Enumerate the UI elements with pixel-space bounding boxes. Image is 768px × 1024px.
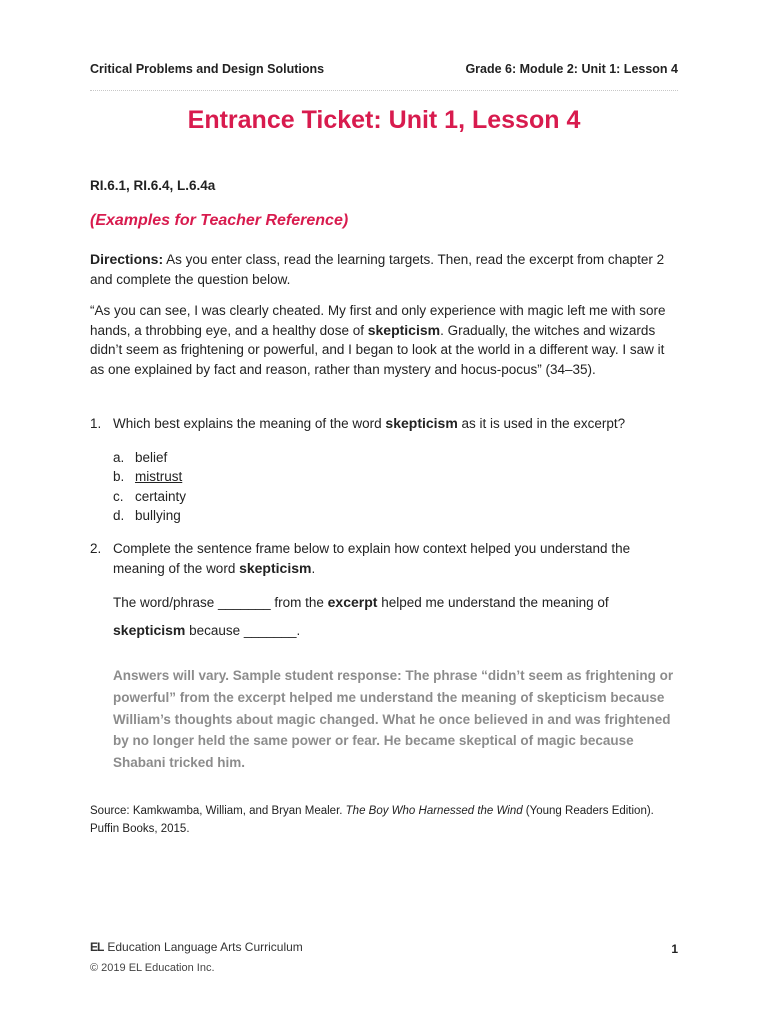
el-logo-icon: EL xyxy=(90,940,104,954)
question-1-text-end: as it is used in the excerpt? xyxy=(457,416,626,431)
page-number: 1 xyxy=(671,942,678,956)
option-b xyxy=(113,467,186,486)
question-1-number: 1. xyxy=(90,416,102,431)
frame-text: The word/phrase _______ from the xyxy=(113,595,328,610)
excerpt-text-end: . Gradually, the witches and wizards didn’t seem as frightening or powerful, and I began to look at the world in a different way. I saw it as one explained by fact and reason, rather than mystery and hocus-pocus” (34–35). xyxy=(90,322,665,377)
curriculum-logo xyxy=(90,940,303,954)
option-text: bullying xyxy=(135,507,181,523)
question-1-options xyxy=(113,448,186,525)
question-2-text-end: . xyxy=(311,560,316,576)
excerpt-text-start: “As you can see, I was clearly cheated. My first and only experience with magic left me with sore hands, a throbbing eye, and a healthy dose of xyxy=(90,303,666,338)
header-divider xyxy=(90,90,678,91)
sample-answer: Answers will vary. Sample student response: The phrase “didn’t seem as frightening or powerful” from the excerpt helped me understand the meaning of skepticism because William’s thoughts about magic changed. What he once believed in and was frightened by no longer held the same power or fear. He became skeptical of magic because Shabani tricked him. xyxy=(113,668,674,771)
excerpt-paragraph xyxy=(90,301,678,379)
sentence-frame-line-2 xyxy=(113,622,678,638)
option-letter: a. xyxy=(113,450,125,465)
teacher-reference-note: (Examples for Teacher Reference) xyxy=(90,212,349,229)
question-2-text-start: Complete the sentence frame below to explain how context helped you understand the meaning of the word xyxy=(113,541,631,576)
standards-list: RI.6.1, RI.6.4, L.6.4a xyxy=(90,178,216,193)
page-header xyxy=(90,62,678,76)
directions-text: As you enter class, read the learning targets. Then, read the excerpt from chapter 2 and complete the question below. xyxy=(90,252,665,287)
frame-text: helped me understand the meaning of xyxy=(377,595,609,610)
source-text-end: (Young Readers Edition). Puffin Books, 2015. xyxy=(90,805,654,835)
option-letter: d. xyxy=(113,507,125,523)
option-text-correct: mistrust xyxy=(135,469,183,485)
question-1-text-start: Which best explains the meaning of the word xyxy=(113,416,386,431)
logo-text: Education Language Arts Curriculum xyxy=(107,940,303,954)
question-2-keyword: skepticism xyxy=(239,559,312,576)
page-title: Entrance Ticket: Unit 1, Lesson 4 xyxy=(187,106,581,134)
frame-text: because _______. xyxy=(185,623,301,638)
directions-label: Directions: xyxy=(90,251,164,267)
option-text: belief xyxy=(135,450,168,465)
sentence-frame-line-1 xyxy=(113,594,678,610)
source-citation xyxy=(90,802,678,838)
frame-keyword: excerpt xyxy=(327,594,378,610)
source-book-title: The Boy Who Harnessed the Wind xyxy=(345,805,523,817)
option-d xyxy=(113,506,186,525)
option-c xyxy=(113,487,186,506)
excerpt-keyword: skepticism xyxy=(367,321,441,338)
option-a xyxy=(113,448,186,467)
copyright-notice: © 2019 EL Education Inc. xyxy=(90,962,215,974)
question-1-keyword: skepticism xyxy=(385,415,458,431)
option-letter: c. xyxy=(113,488,124,504)
source-text-start: Source: Kamkwamba, William, and Bryan Mealer. xyxy=(90,805,346,817)
question-1-text xyxy=(113,414,678,434)
frame-keyword: skepticism xyxy=(113,622,186,638)
option-letter: b. xyxy=(113,469,125,485)
header-lesson-ref: Grade 6: Module 2: Unit 1: Lesson 4 xyxy=(465,62,678,76)
question-2-number: 2. xyxy=(90,541,102,556)
question-2-text xyxy=(113,539,678,578)
option-text: certainty xyxy=(135,488,187,504)
directions-paragraph xyxy=(90,250,678,289)
header-module-title: Critical Problems and Design Solutions xyxy=(90,62,325,76)
